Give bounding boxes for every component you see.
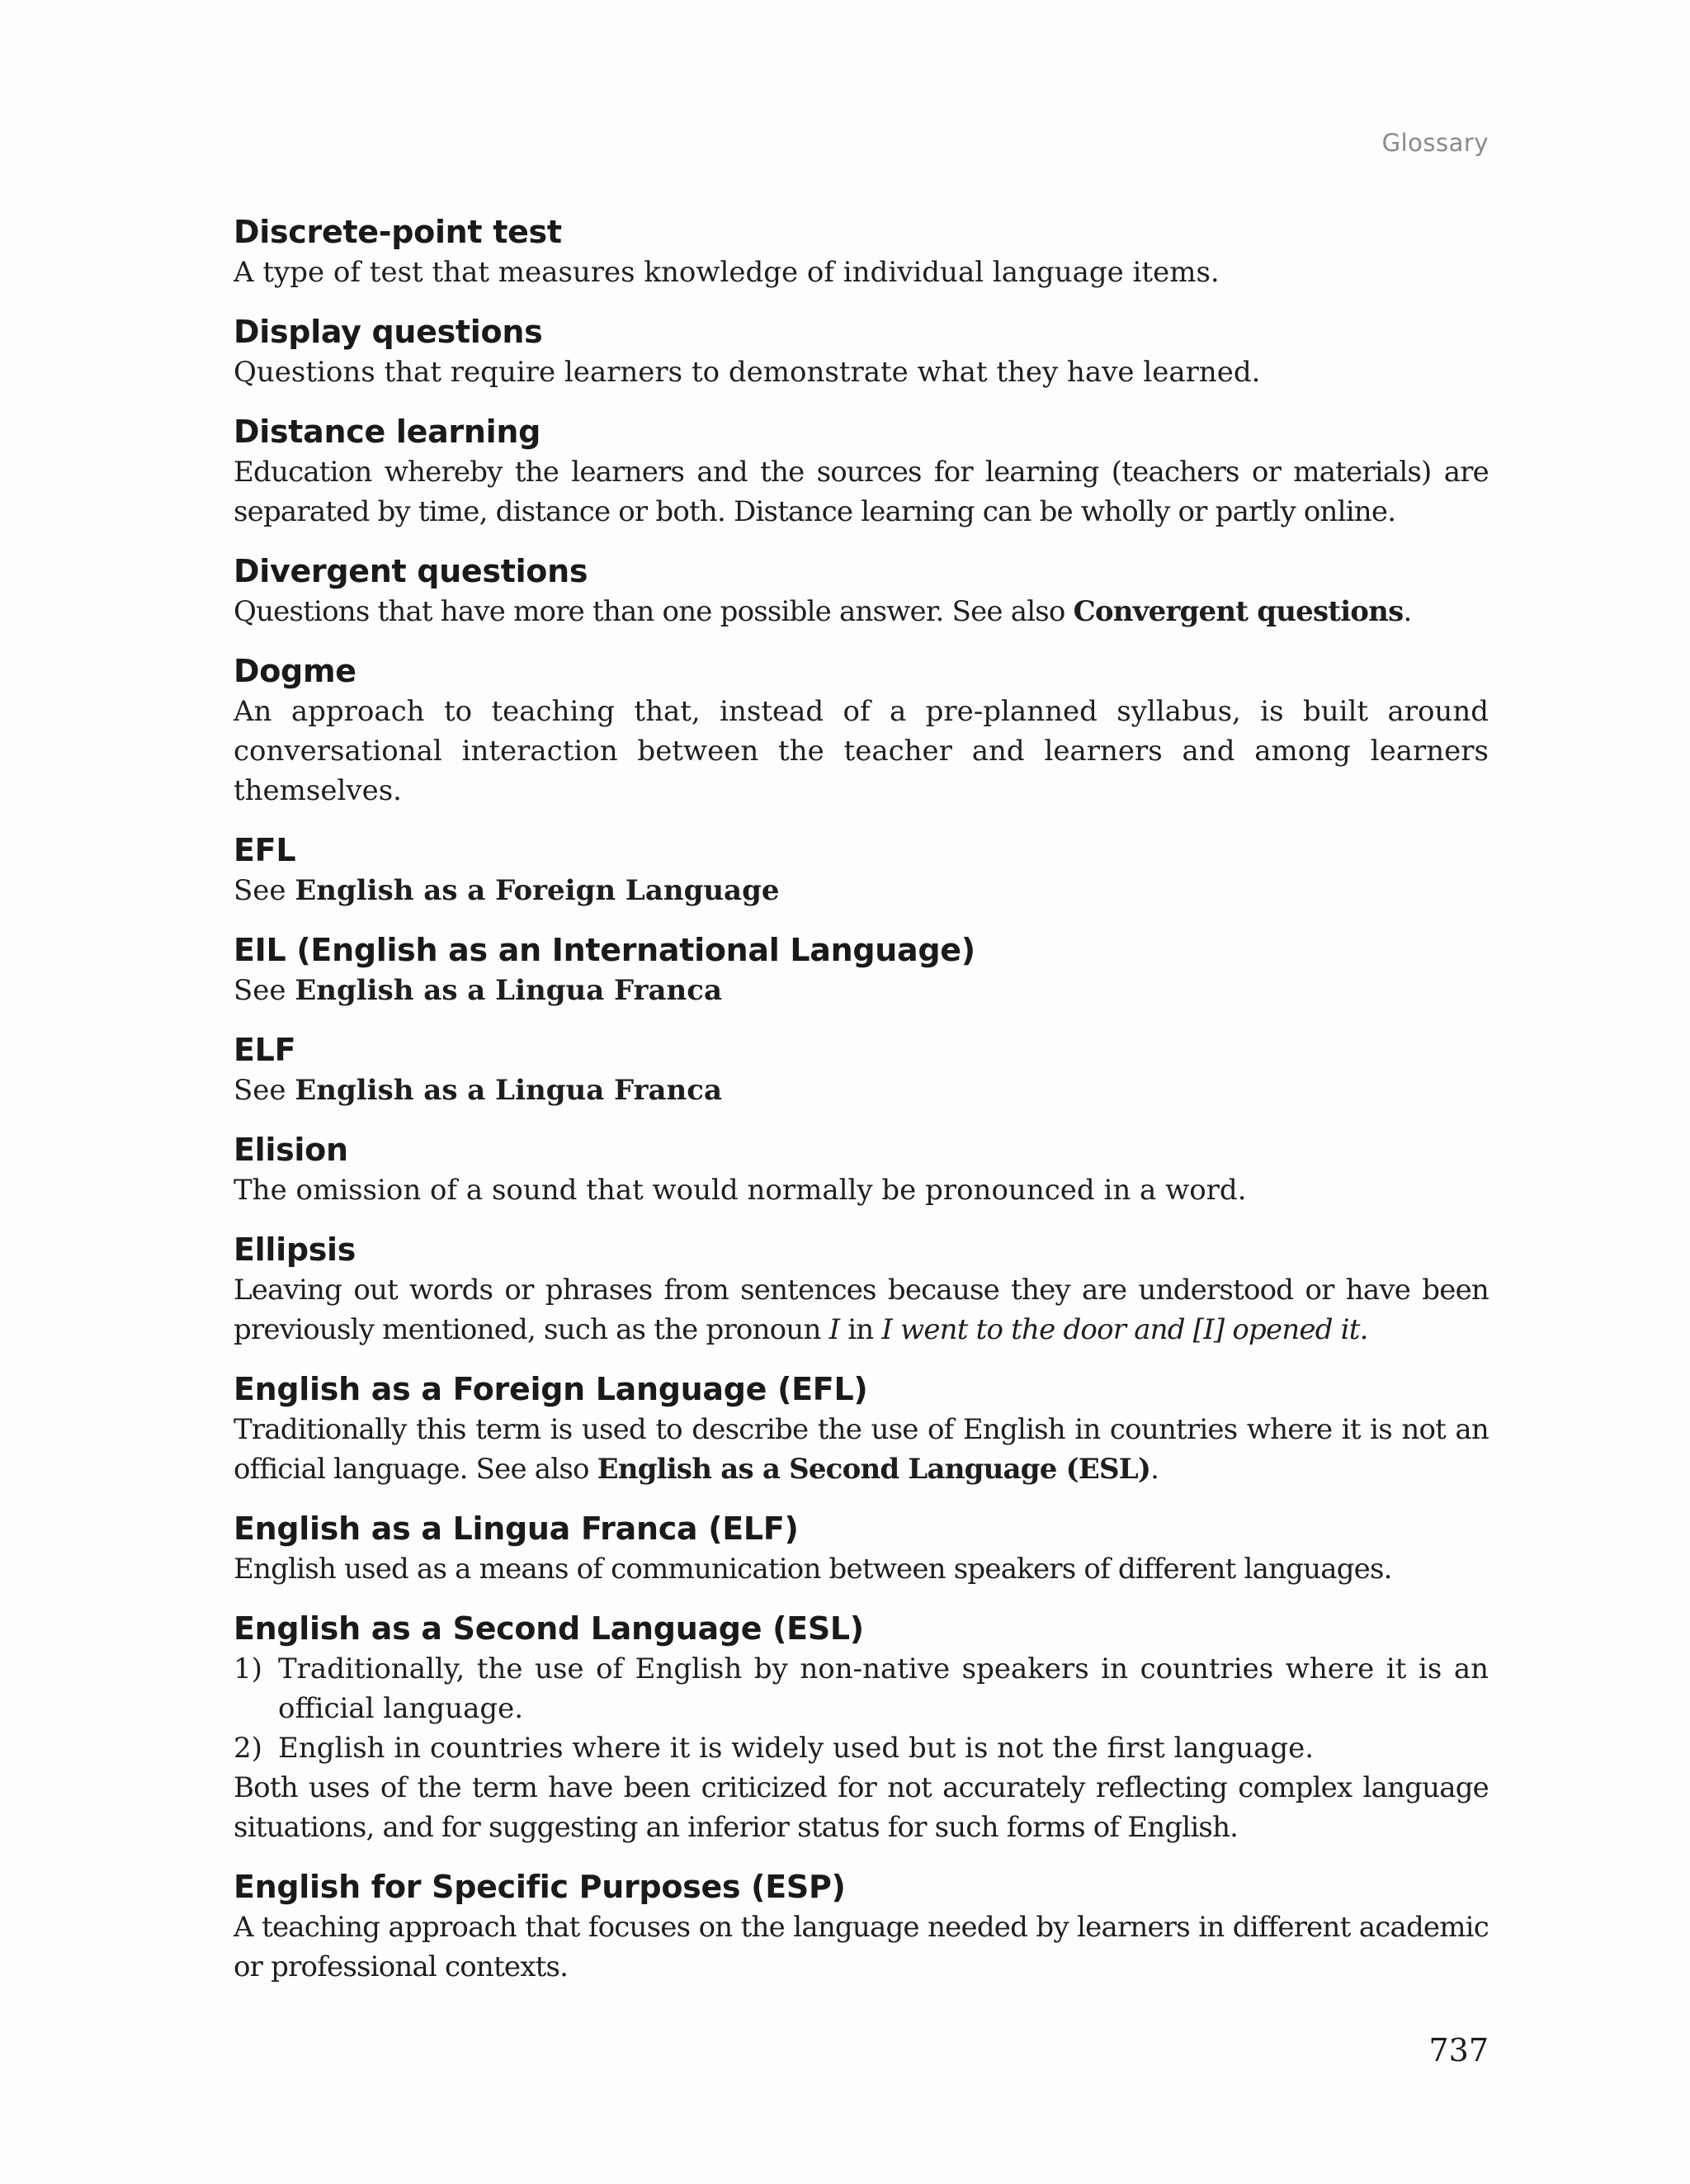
- definition-punctuation: .: [1403, 595, 1412, 628]
- list-number: 2): [234, 1732, 262, 1765]
- entry-term: English as a Lingua Franca (ELF): [234, 1510, 799, 1547]
- cross-reference: Convergent questions: [1073, 595, 1404, 628]
- numbered-list: [234, 1649, 1489, 1768]
- entry-term: Dogme: [234, 653, 356, 689]
- entry-term: Display questions: [234, 314, 543, 350]
- glossary-entry: [234, 650, 1489, 811]
- entry-term: EFL: [234, 832, 296, 868]
- glossary-entry: [234, 1608, 1489, 1847]
- entry-definition: [234, 971, 1489, 1010]
- entry-term: English for Specific Purposes (ESP): [234, 1869, 846, 1905]
- definition-text: in: [839, 1313, 882, 1346]
- definition-text: Traditionally this term is used to describe the use of English in countries where it is not an official language. See also: [234, 1413, 1489, 1486]
- entry-definition: [234, 1071, 1489, 1110]
- glossary-entry: [234, 1866, 1489, 1987]
- example-sentence: I went to the door and [I] opened it.: [881, 1313, 1368, 1346]
- entry-definition: Education whereby the learners and the sources for learning (teachers or materials) are separated by time, distance or both. Distance learning can be wholly or partly online.: [234, 456, 1489, 528]
- entry-definition: The omission of a sound that would normally be pronounced in a word.: [234, 1174, 1247, 1207]
- glossary-entry: [234, 1369, 1489, 1489]
- entry-term: Ellipsis: [234, 1231, 356, 1268]
- list-text: Traditionally, the use of English by non-native speakers in countries where it is an official language.: [278, 1652, 1489, 1725]
- definition-text: See: [234, 974, 295, 1007]
- glossary-content: [234, 211, 1489, 2006]
- entry-definition: English used as a means of communication between speakers of different languages.: [234, 1553, 1392, 1586]
- entry-definition: [234, 1270, 1489, 1350]
- entry-term: Divergent questions: [234, 553, 588, 589]
- entry-term: ELF: [234, 1032, 296, 1068]
- example-word: I: [828, 1313, 840, 1346]
- cross-reference: English as a Lingua Franca: [295, 1074, 722, 1107]
- page-number: 737: [1428, 2032, 1489, 2068]
- glossary-entry: [234, 411, 1489, 532]
- entry-term: Elision: [234, 1132, 348, 1168]
- entry-definition: [234, 871, 1489, 910]
- cross-reference: English as a Second Language (ESL): [597, 1453, 1151, 1486]
- glossary-entry: [234, 830, 1489, 910]
- cross-reference: English as a Lingua Franca: [295, 974, 722, 1007]
- running-head: Glossary: [1381, 129, 1489, 157]
- entry-term: EIL (English as an International Language): [234, 932, 975, 968]
- entry-definition: An approach to teaching that, instead of a pre-planned syllabus, is built around conversational interaction between the teacher and learners and among learners themselves.: [234, 695, 1489, 807]
- glossary-entry: [234, 1029, 1489, 1110]
- entry-definition: A teaching approach that focuses on the language needed by learners in different academic or professional contexts.: [234, 1911, 1489, 1983]
- entry-term: English as a Foreign Language (EFL): [234, 1371, 868, 1407]
- entry-definition: Both uses of the term have been criticized for not accurately reflecting complex language situations, and for suggesting an inferior status for such forms of English.: [234, 1771, 1489, 1844]
- entry-definition: [234, 1410, 1489, 1489]
- glossary-entry: [234, 1129, 1489, 1210]
- glossary-entry: [234, 1508, 1489, 1589]
- glossary-entry: [234, 1229, 1489, 1350]
- glossary-entry: [234, 551, 1489, 631]
- definition-punctuation: .: [1150, 1453, 1159, 1486]
- entry-definition: [234, 592, 1489, 631]
- glossary-entry: [234, 211, 1489, 292]
- entry-definition: A type of test that measures knowledge of individual language items.: [234, 256, 1220, 289]
- entry-term: English as a Second Language (ESL): [234, 1610, 864, 1647]
- definition-text: Leaving out words or phrases from sentences because they are understood or have been previously mentioned, such as the pronoun: [234, 1274, 1489, 1346]
- list-item: [234, 1728, 1489, 1768]
- list-item: [234, 1649, 1489, 1728]
- definition-text: Questions that have more than one possible answer. See also: [234, 595, 1074, 628]
- entry-term: Discrete-point test: [234, 214, 562, 250]
- list-number: 1): [234, 1652, 262, 1685]
- glossary-entry: [234, 311, 1489, 392]
- list-text: English in countries where it is widely used but is not the first language.: [278, 1732, 1315, 1765]
- definition-text: See: [234, 874, 295, 907]
- entry-definition: Questions that require learners to demonstrate what they have learned.: [234, 356, 1261, 389]
- entry-term: Distance learning: [234, 414, 541, 450]
- glossary-entry: [234, 929, 1489, 1010]
- cross-reference: English as a Foreign Language: [295, 874, 780, 907]
- definition-text: See: [234, 1074, 295, 1107]
